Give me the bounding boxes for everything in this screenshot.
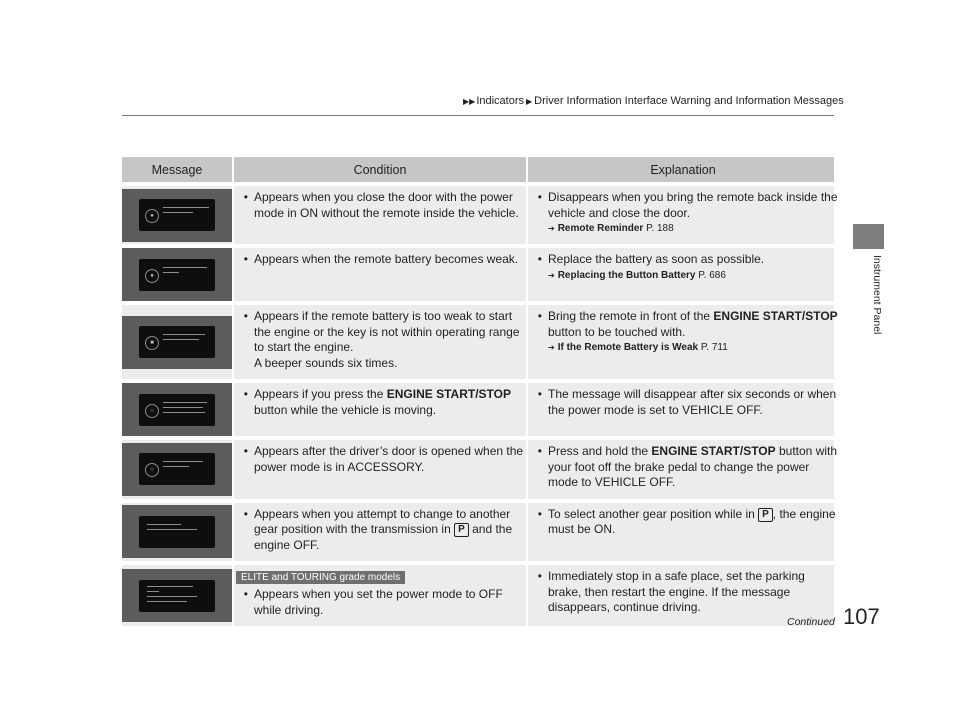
bullet-dot: • [243,190,248,204]
message-thumbnail [122,569,232,622]
explanation-cell [526,440,838,499]
triangle-arrow-icon: ▶ [526,97,533,106]
message-thumbnail [122,443,232,496]
list-item: • The message will disappear after six seconds or when the power mode is set to VEHICLE OFF. [528,387,838,418]
list-item: • Appears if you press the ENGINE START/STOP button while the vehicle is moving. [234,387,526,418]
message-thumbnail [122,189,232,242]
explanation-cell [526,248,838,301]
header-message: Message [151,162,203,177]
display-screen [139,453,215,485]
table-row [122,305,838,379]
message-cell [122,305,232,379]
list-item: • Bring the remote in front of the ENGINE START/STOP button to be touched with. ➔ If the Remote Battery is Weak P. 711 [528,309,838,355]
bullet-dot: • [243,309,248,323]
key-remote-icon: ● [145,209,159,223]
table-row [122,186,838,244]
list-item: • Appears after the driver’s door is opened when the power mode is in ACCESSORY. [234,444,526,475]
list-item: • Replace the battery as soon as possible. ➔ Replacing the Button Battery P. 686 [528,252,838,283]
message-text-lines [163,267,209,277]
breadcrumb-level-2[interactable]: Driver Information Interface Warning and Information Messages [534,95,844,107]
table-header [122,157,834,182]
message-thumbnail [122,383,232,436]
message-cell [122,383,232,436]
condition-cell [232,186,526,244]
continued-label: Continued [787,616,835,628]
park-gear-key-icon: P [758,508,773,522]
messages-table [122,157,838,626]
display-screen [139,394,215,426]
bullet-dot: • [243,587,248,601]
condition-cell [232,565,526,626]
key-remote-icon: ● [145,269,159,283]
condition-cell [232,305,526,379]
bullet-dot: • [243,506,248,521]
explanation-cell [526,503,838,562]
bullet-dot: • [537,252,542,266]
display-screen [139,580,215,612]
bullet-dot: • [537,444,542,458]
table-row [122,383,837,436]
message-cell [122,440,232,499]
list-item: • Appears when the remote battery becomes weak. [234,252,526,268]
breadcrumb [462,95,844,107]
message-cell [122,186,232,244]
bullet-dot: • [537,506,542,521]
list-item: • Appears if the remote battery is too weak to start the engine or the key is not within operating range to start the engine. A beeper sounds six times. [234,309,526,371]
list-item: • Appears when you close the door with the power mode in ON without the remote inside the vehicle. [234,190,526,221]
condition-cell [232,383,526,436]
grade-models-badge: ELITE and TOURING grade models [236,571,405,584]
table-row [122,440,838,499]
header-condition: Condition [232,157,526,182]
message-text-lines [147,586,207,606]
bullet-dot: • [537,190,542,204]
explanation-cell [526,186,838,244]
bullet-dot: • [243,444,248,458]
reference-arrow-icon: ➔ [548,224,555,233]
breadcrumb-level-1[interactable]: Indicators [476,95,525,107]
message-cell [122,503,232,562]
page-number: 107 [843,604,880,629]
chapter-tab-marker[interactable] [853,224,884,249]
double-triangle-arrow-icon: ▶▶ [463,97,476,106]
header-rule [122,115,834,116]
condition-cell [232,440,526,499]
table-row [122,248,834,301]
display-screen [139,199,215,231]
reference-arrow-icon: ➔ [548,343,555,352]
list-item: • Press and hold the ENGINE START/STOP button with your foot off the brake pedal to change the power mode to VEHICLE OFF. [528,444,838,491]
message-text-lines [147,524,207,534]
message-text-lines [163,461,209,471]
park-gear-key-icon: P [454,523,469,537]
message-text-lines [163,207,209,217]
bullet-dot: • [537,387,542,401]
message-cell [122,565,232,626]
table-row [122,565,834,626]
message-text-lines [163,402,209,417]
display-screen [139,259,215,291]
display-screen [139,516,215,548]
list-item: • To select another gear position while in P , the engine must be ON. [528,507,838,538]
condition-cell [232,248,526,301]
list-item: • Immediately stop in a safe place, set the parking brake, then restart the engine. If the message disappears, continue driving. [528,569,838,616]
list-item: • Appears when you attempt to change to another gear position with the transmission in P and the engine OFF. [234,507,526,554]
reference-arrow-icon: ➔ [548,270,555,280]
bullet-dot: • [243,387,248,401]
cross-reference-link[interactable]: ➔ Replacing the Button Battery P. 686 [548,269,726,281]
power-button-icon: ○ [145,463,159,477]
bullet-dot: • [243,252,248,266]
bullet-dot: • [537,569,542,583]
power-button-icon: ○ [145,404,159,418]
message-thumbnail [122,316,232,369]
table-row [122,503,834,562]
list-item: • Disappears when you bring the remote back inside the vehicle and close the door. ➔ Remote Reminder P. 188 [528,190,838,236]
bullet-dot: • [537,309,542,323]
explanation-cell [526,305,838,379]
cross-reference-link[interactable]: ➔ If the Remote Battery is Weak P. 711 [548,342,728,353]
key-fob-icon: ■ [145,336,159,350]
chapter-label: Instrument Panel [871,255,883,335]
explanation-cell [526,383,838,436]
message-thumbnail [122,505,232,558]
message-text-lines [163,334,209,344]
message-thumbnail [122,248,232,301]
list-item: • Appears when you set the power mode to OFF while driving. [234,587,526,618]
cross-reference-link[interactable]: ➔ Remote Reminder P. 188 [548,223,674,234]
display-screen [139,326,215,358]
message-cell [122,248,232,301]
condition-cell [232,503,526,562]
header-explanation: Explanation [526,157,838,182]
